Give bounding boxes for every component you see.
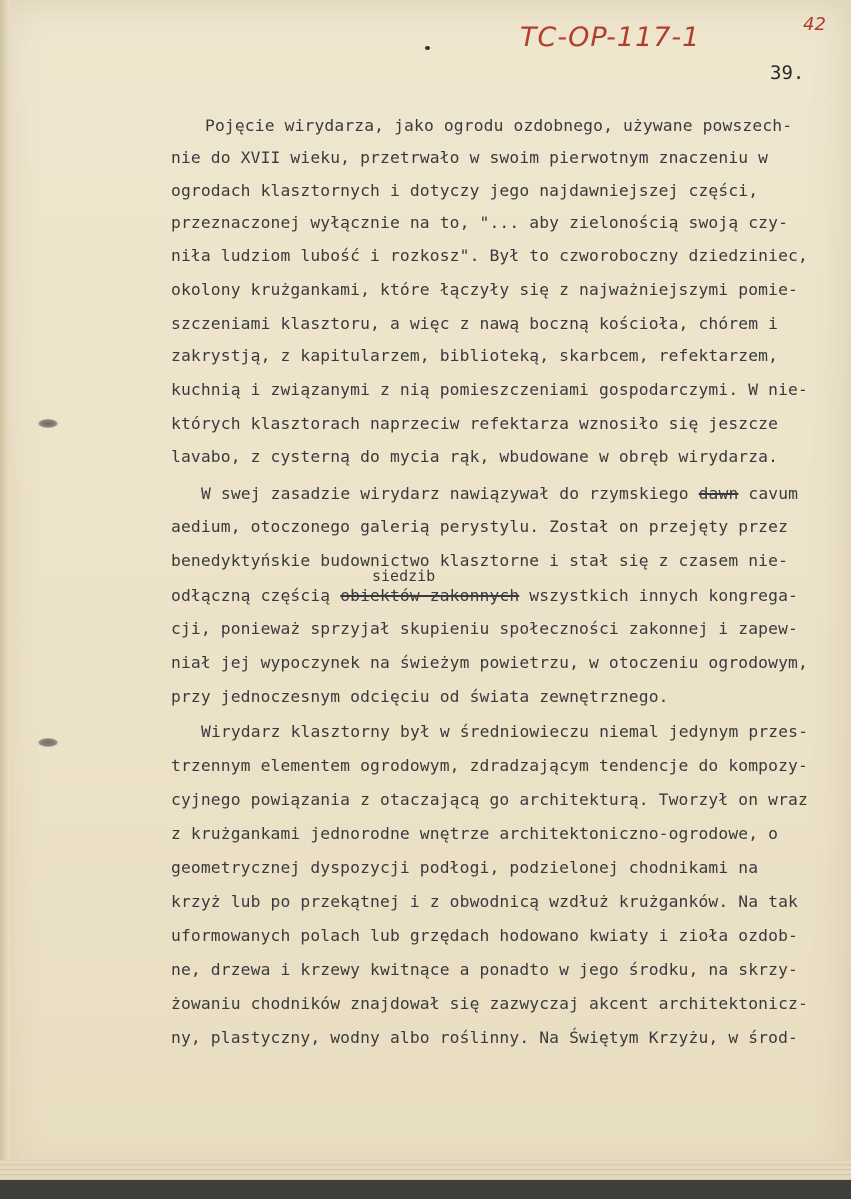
text-line: lavabo, z cysterną do mycia rąk, wbudowane w obręb wirydarza. <box>171 447 779 466</box>
struck-phrase: obiektów zakonnych <box>340 586 520 605</box>
ink-speck <box>425 46 430 50</box>
text-line: kuchnią i związanymi z nią pomieszczeniami gospodarczymi. W nie- <box>171 380 808 399</box>
text-line: zakrystją, z kapitularzem, biblioteką, skarbcem, refektarzem, <box>171 346 779 365</box>
page-binding-edge <box>0 0 10 1180</box>
text-segment: cavum <box>738 484 799 503</box>
text-line <box>201 484 798 503</box>
text-line: geometrycznej dyspozycji podłogi, podzielonej chodnikami na <box>171 858 759 877</box>
archive-signature: TC-OP-117-1 <box>520 22 701 53</box>
text-line: cyjnego powiązania z otaczającą go architekturą. Tworzył on wraz <box>171 790 808 809</box>
text-line: ny, plastyczny, wodny albo roślinny. Na Świętym Krzyżu, w środ- <box>171 1028 798 1047</box>
punch-hole <box>38 419 58 428</box>
text-line: niał jej wypoczynek na świeżym powietrzu, w otoczeniu ogrodowym, <box>171 653 808 672</box>
folio-number: 42 <box>803 14 826 35</box>
text-segment: W swej zasadzie wirydarz nawiązywał do rzymskiego <box>201 484 699 503</box>
handwritten-insertion: siedzib <box>372 567 436 585</box>
text-line: ne, drzewa i krzewy kwitnące a ponadto w jego środku, na skrzy- <box>171 960 798 979</box>
text-line: szczeniami klasztoru, a więc z nawą boczną kościoła, chórem i <box>171 314 779 333</box>
text-line: przy jednoczesnym odcięciu od świata zewnętrznego. <box>171 687 669 706</box>
scan-background <box>0 1180 851 1199</box>
text-line: nie do XVII wieku, przetrwało w swoim pierwotnym znaczeniu w <box>171 148 769 167</box>
text-line: Pojęcie wirydarza, jako ogrodu ozdobnego, używane powszech- <box>205 116 793 135</box>
text-line: z krużgankami jednorodne wnętrze architektoniczno-ogrodowe, o <box>171 824 779 843</box>
text-line: trzennym elementem ogrodowym, zdradzającym tendencje do kompozy- <box>171 756 808 775</box>
text-line: żowaniu chodników znajdował się zazwyczaj akcent architektonicz- <box>171 994 808 1013</box>
text-line: benedyktyńskie budownictwo klasztorne i stał się z czasem nie- <box>171 551 789 570</box>
punch-hole <box>38 738 58 747</box>
text-line: przeznaczonej wyłącznie na to, "... aby zielonością swoją czy- <box>171 213 789 232</box>
text-line: okolony krużgankami, które łączyły się z najważniejszymi pomie- <box>171 280 798 299</box>
text-segment: odłączną częścią <box>171 586 341 605</box>
text-segment: wszystkich innych kongrega- <box>519 586 798 605</box>
struck-word: dawn <box>698 484 739 503</box>
text-line: cji, ponieważ sprzyjał skupieniu społeczności zakonnej i zapew- <box>171 619 798 638</box>
text-line: Wirydarz klasztorny był w średniowieczu niemal jedynym przes- <box>201 722 809 741</box>
text-line: uformowanych polach lub grzędach hodowano kwiaty i zioła ozdob- <box>171 926 798 945</box>
text-line: ogrodach klasztornych i dotyczy jego najdawniejszej części, <box>171 181 759 200</box>
text-line: których klasztorach naprzeciw refektarza wznosiło się jeszcze <box>171 414 779 433</box>
text-line: aedium, otoczonego galerią perystylu. Został on przejęty przez <box>171 517 789 536</box>
page-number: 39. <box>770 62 805 84</box>
page-stack-edge <box>0 1160 851 1180</box>
text-line: krzyż lub po przekątnej i z obwodnicą wzdłuż krużganków. Na tak <box>171 892 798 911</box>
text-line: niła ludziom lubość i rozkosz". Był to czworoboczny dziedziniec, <box>171 246 808 265</box>
text-line <box>171 586 798 605</box>
